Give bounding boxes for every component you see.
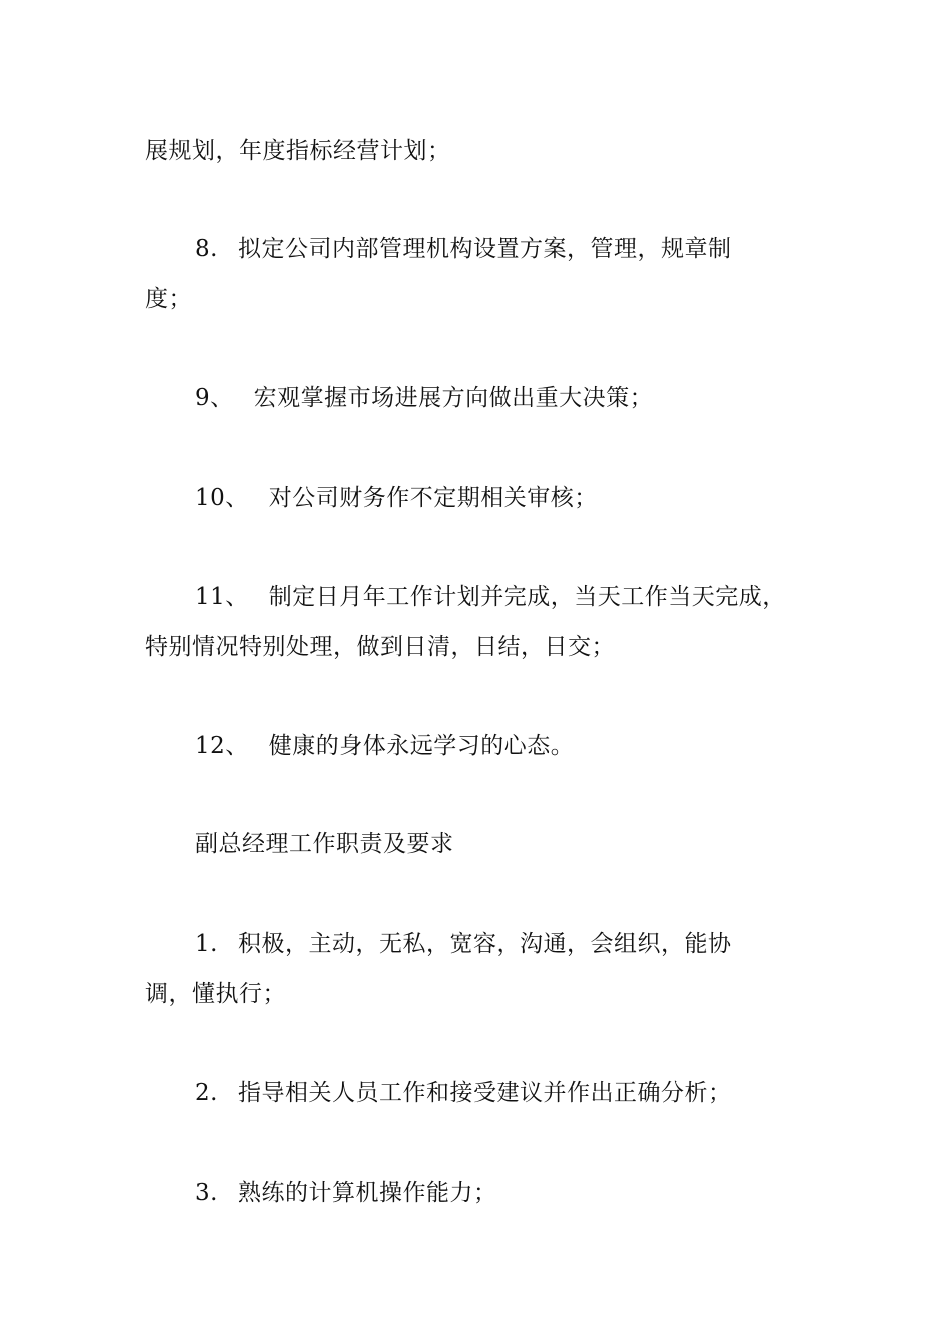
list-item-9 [195,387,653,410]
item-number: 10、 [195,485,249,511]
list-item-10 [195,487,598,510]
item-text: 对公司财务作不定期相关审核； [268,485,598,511]
list-item-12 [195,735,574,758]
item-text: 制定日月年工作计划并完成，当天工作当天完成， [268,584,786,610]
paragraph-line: 特别情况特别处理，做到日清，日结，日交； [145,634,615,660]
item-text: 指导相关人员工作和接受建议并作出正确分析； [237,1080,732,1106]
list-item-11 [195,586,786,609]
item-number: 8. [195,236,218,262]
item-number: 12、 [195,733,249,759]
item-text: 宏观掌握市场进展方向做出重大决策； [253,385,654,411]
paragraph-line: 调，懂执行； [145,981,286,1007]
list-item-1 [195,933,731,956]
paragraph-line: 展规划，年度指标经营计划； [145,138,451,164]
list-item-8 [195,238,731,261]
item-number: 11、 [195,584,249,610]
list-item-2 [195,1082,731,1105]
section-heading: 副总经理工作职责及要求 [195,831,454,857]
item-text: 熟练的计算机操作能力； [237,1180,497,1206]
item-number: 9、 [195,385,234,411]
item-text: 积极，主动，无私，宽容，沟通，会组织，能协 [237,931,732,957]
item-number: 2. [195,1080,218,1106]
list-item-3 [195,1182,496,1205]
item-number: 1. [195,931,218,957]
item-number: 3. [195,1180,218,1206]
paragraph-line: 度； [145,286,192,312]
item-text: 健康的身体永远学习的心态。 [268,733,575,759]
item-text: 拟定公司内部管理机构设置方案，管理，规章制 [237,236,732,262]
